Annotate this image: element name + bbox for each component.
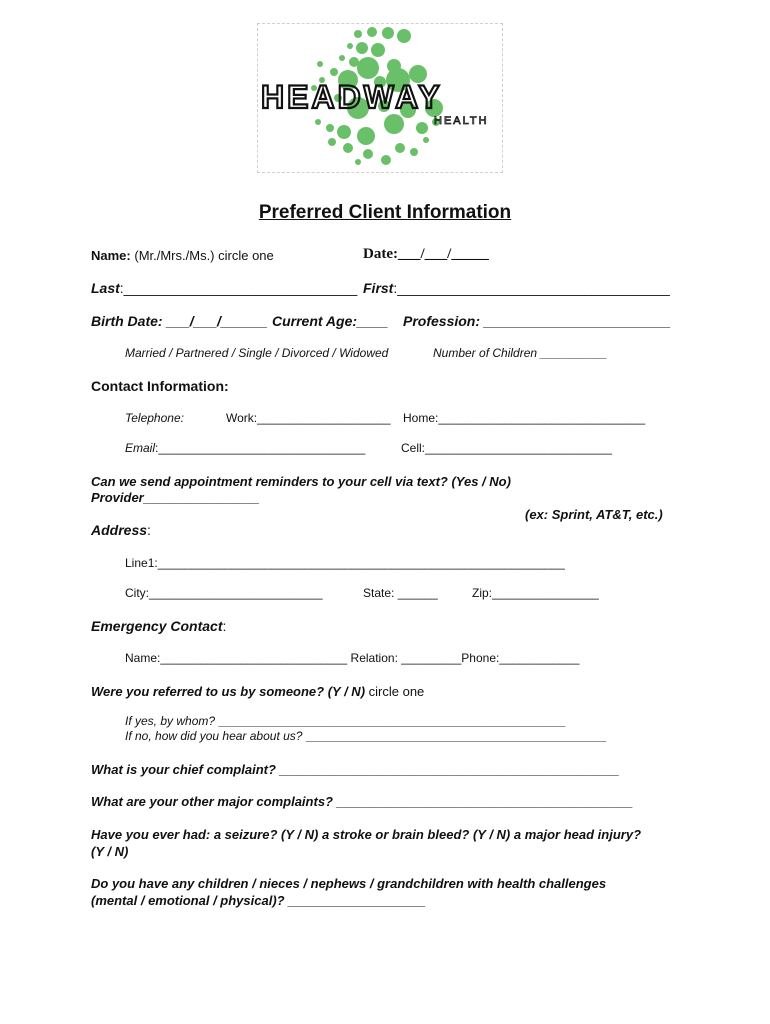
- headway-health-logo: [257, 23, 503, 173]
- first-label: First: [363, 280, 394, 296]
- chief-complaint-field[interactable]: What is your chief complaint? _______________________________________________: [91, 762, 620, 777]
- state-field[interactable]: State: ______: [363, 586, 438, 600]
- referral-question[interactable]: Were you referred to us by someone? (Y / N) circle one: [91, 684, 425, 699]
- profession-field[interactable]: Profession: ________________________: [403, 313, 671, 329]
- first-name-field[interactable]: First:___________________________________: [363, 280, 670, 296]
- address-line1-field[interactable]: Line1:_____________________________________________________________: [125, 556, 565, 570]
- last-name-field[interactable]: Last:______________________________: [91, 280, 358, 296]
- name-row: [91, 248, 274, 263]
- logo-circles-icon: [258, 24, 502, 172]
- telephone-label: Telephone:: [125, 411, 184, 425]
- zip-field[interactable]: Zip:________________: [472, 586, 599, 600]
- work-phone-field[interactable]: Work:____________________: [226, 411, 391, 425]
- address-heading: Address:: [91, 522, 151, 538]
- name-salutation: (Mr./Mrs./Ms.) circle one: [130, 248, 274, 263]
- number-of-children-field[interactable]: Number of Children __________: [433, 346, 608, 360]
- birth-date-field[interactable]: Birth Date: ___/___/______: [91, 313, 268, 329]
- cell-phone-field[interactable]: Cell:____________________________: [401, 441, 612, 455]
- home-phone-field[interactable]: Home:_______________________________: [403, 411, 646, 425]
- page-title: Preferred Client Information: [258, 202, 512, 223]
- current-age-field[interactable]: Current Age:____: [272, 313, 389, 329]
- referred-by-whom-field[interactable]: If yes, by whom? ____________________________________________________: [125, 714, 566, 728]
- city-field[interactable]: City:__________________________: [125, 586, 323, 600]
- logo-subtext: HEALTH: [434, 115, 489, 127]
- last-label: Last: [91, 280, 120, 296]
- heard-about-us-field[interactable]: If no, how did you hear about us? _____________________________________________: [125, 729, 607, 743]
- emergency-contact-heading: Emergency Contact:: [91, 618, 227, 634]
- other-complaints-field[interactable]: What are your other major complaints? _________________________________________: [91, 794, 634, 809]
- medical-history-question[interactable]: Have you ever had: a seizure? (Y / N) a stroke or brain bleed? (Y / N) a major head injury?: [91, 827, 642, 842]
- provider-example: (ex: Sprint, AT&T, etc.): [525, 507, 663, 522]
- logo-wordmark: HEADWAY: [261, 79, 443, 115]
- name-label: Name:: [91, 248, 131, 263]
- family-health-question-cont[interactable]: (mental / emotional / physical)? ___________________: [91, 893, 426, 908]
- emergency-contact-fields[interactable]: Name:____________________________ Relation: _________Phone:____________: [125, 651, 580, 665]
- marital-status-options[interactable]: Married / Partnered / Single / Divorced / Widowed: [125, 346, 389, 360]
- contact-heading: Contact Information:: [91, 378, 229, 394]
- date-field[interactable]: Date:___/___/_____: [363, 246, 489, 262]
- family-health-question[interactable]: Do you have any children / nieces / nephews / grandchildren with health challenges: [91, 876, 607, 891]
- text-reminder-question[interactable]: Can we send appointment reminders to your cell via text? (Yes / No): [91, 474, 511, 489]
- email-field[interactable]: Email:_______________________________: [125, 441, 366, 455]
- provider-field[interactable]: Provider________________: [91, 490, 260, 505]
- medical-history-question-cont[interactable]: (Y / N): [91, 844, 129, 859]
- email-label: Email: [125, 441, 156, 455]
